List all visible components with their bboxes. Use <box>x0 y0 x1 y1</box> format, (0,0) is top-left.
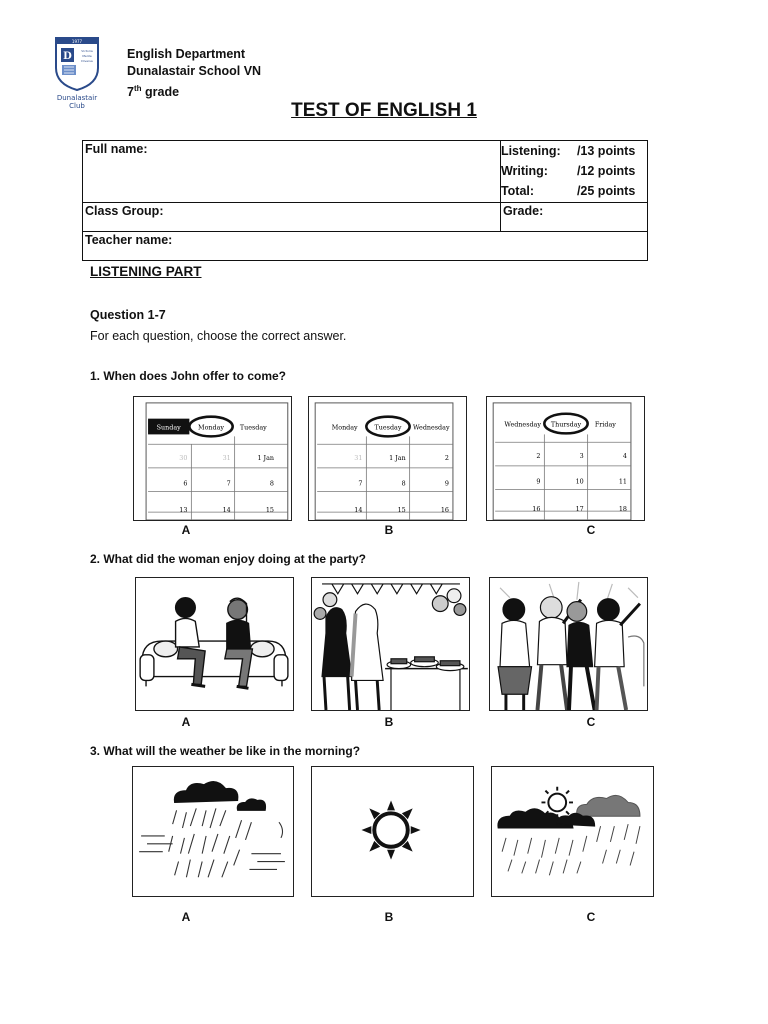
q1-option-a-label[interactable]: A <box>181 523 191 537</box>
q2-option-a-sofa-chat-illustration[interactable] <box>135 577 294 711</box>
svg-text:9: 9 <box>536 477 541 486</box>
total-label: Total: <box>500 184 535 198</box>
q3-option-c-label[interactable]: C <box>586 910 596 924</box>
svg-text:31: 31 <box>222 453 231 462</box>
svg-text:16: 16 <box>440 506 449 515</box>
writing-score-row <box>501 161 647 181</box>
teacher-label: Teacher name: <box>85 233 173 247</box>
q2-option-a-label[interactable]: A <box>181 715 191 729</box>
grade-number: 7 <box>127 85 134 100</box>
svg-text:Thursday: Thursday <box>550 420 582 429</box>
listening-points: /13 points <box>576 144 636 158</box>
svg-text:6: 6 <box>183 479 188 488</box>
svg-text:16: 16 <box>532 505 541 514</box>
writing-label: Writing: <box>500 164 548 178</box>
svg-text:14: 14 <box>354 506 363 515</box>
q3-option-c-sun-cloud-rain-icon[interactable] <box>491 766 654 897</box>
full-name-cell[interactable] <box>83 141 501 203</box>
q3-option-b-label[interactable]: B <box>384 910 394 924</box>
school-name: Dunalastair School VN <box>127 64 262 78</box>
svg-text:3: 3 <box>579 452 584 461</box>
svg-text:8: 8 <box>401 479 406 488</box>
svg-text:11: 11 <box>618 477 627 486</box>
header-block <box>127 46 261 101</box>
svg-text:Tuesday: Tuesday <box>239 423 267 432</box>
writing-points: /12 points <box>576 164 636 178</box>
question-1-text: 1. When does John offer to come? <box>90 369 287 383</box>
q2-option-c-dancing-illustration[interactable] <box>489 577 648 711</box>
svg-text:Tuesday: Tuesday <box>374 423 402 432</box>
svg-text:10: 10 <box>575 477 584 486</box>
class-group-label: Class Group: <box>85 204 164 218</box>
grade-word: grade <box>141 85 180 100</box>
section-title: LISTENING PART <box>90 264 202 279</box>
q1-option-c-label[interactable]: C <box>586 523 596 537</box>
svg-text:2: 2 <box>536 452 541 461</box>
svg-text:15: 15 <box>265 506 274 515</box>
svg-text:30: 30 <box>179 453 188 462</box>
q2-option-b-label[interactable]: B <box>384 715 394 729</box>
svg-text:1 Jan: 1 Jan <box>389 453 406 462</box>
q1-option-a-calendar[interactable] <box>133 396 292 521</box>
svg-text:18: 18 <box>618 505 627 514</box>
svg-text:9: 9 <box>444 479 449 488</box>
svg-text:Diversa: Diversa <box>81 59 93 63</box>
svg-text:Wednesday: Wednesday <box>413 423 450 432</box>
class-group-cell[interactable] <box>83 203 501 232</box>
score-cell <box>500 141 647 203</box>
svg-text:7: 7 <box>358 479 363 488</box>
svg-text:14: 14 <box>222 506 231 515</box>
question-2-text: 2. What did the woman enjoy doing at the party? <box>90 552 367 566</box>
listening-label: Listening: <box>500 144 561 158</box>
svg-text:8: 8 <box>269 479 274 488</box>
svg-text:Wednesday: Wednesday <box>504 420 541 429</box>
svg-text:D: D <box>63 51 72 62</box>
svg-text:15: 15 <box>397 506 406 515</box>
total-points: /25 points <box>576 184 636 198</box>
listening-score-row <box>501 141 647 161</box>
q3-option-a-label[interactable]: A <box>181 910 191 924</box>
question-range: Question 1-7 <box>90 308 166 322</box>
svg-text:4: 4 <box>622 452 627 461</box>
logo-caption-1: Dunalastair <box>56 94 98 102</box>
q3-option-a-rain-wind-icon[interactable] <box>132 766 294 897</box>
svg-text:Victoria: Victoria <box>81 49 93 53</box>
student-info-table <box>82 140 648 261</box>
svg-text:Monday: Monday <box>331 423 358 432</box>
logo-year: 1977 <box>71 39 83 44</box>
total-score-row <box>501 181 647 201</box>
svg-text:13: 13 <box>179 506 188 515</box>
svg-text:7: 7 <box>226 479 231 488</box>
svg-text:Friday: Friday <box>594 420 616 429</box>
department-name: English Department <box>127 47 246 61</box>
q1-option-b-calendar[interactable] <box>308 396 467 521</box>
grade-label: Grade: <box>502 204 544 218</box>
svg-text:17: 17 <box>575 505 584 514</box>
question-3-text: 3. What will the weather be like in the morning? <box>90 744 361 758</box>
grade-line <box>127 80 261 101</box>
logo-caption-2: Club <box>69 102 85 110</box>
q1-option-c-calendar[interactable] <box>486 396 645 521</box>
svg-text:Sunday: Sunday <box>156 423 181 432</box>
grade-cell[interactable] <box>500 203 647 232</box>
svg-text:31: 31 <box>354 453 363 462</box>
svg-text:Monday: Monday <box>198 423 225 432</box>
q2-option-b-party-food-illustration[interactable] <box>311 577 470 711</box>
teacher-name-cell[interactable] <box>83 232 648 261</box>
q2-option-c-label[interactable]: C <box>586 715 596 729</box>
instructions: For each question, choose the correct answer. <box>90 329 347 343</box>
svg-text:1 Jan: 1 Jan <box>257 453 274 462</box>
q1-option-b-label[interactable]: B <box>384 523 394 537</box>
svg-text:Mente: Mente <box>82 54 92 58</box>
grade-suffix: th <box>133 84 142 93</box>
page-title: TEST OF ENGLISH 1 <box>291 100 477 121</box>
svg-text:2: 2 <box>444 453 449 462</box>
full-name-label: Full name: <box>85 142 148 156</box>
q3-option-b-sun-icon[interactable] <box>311 766 474 897</box>
